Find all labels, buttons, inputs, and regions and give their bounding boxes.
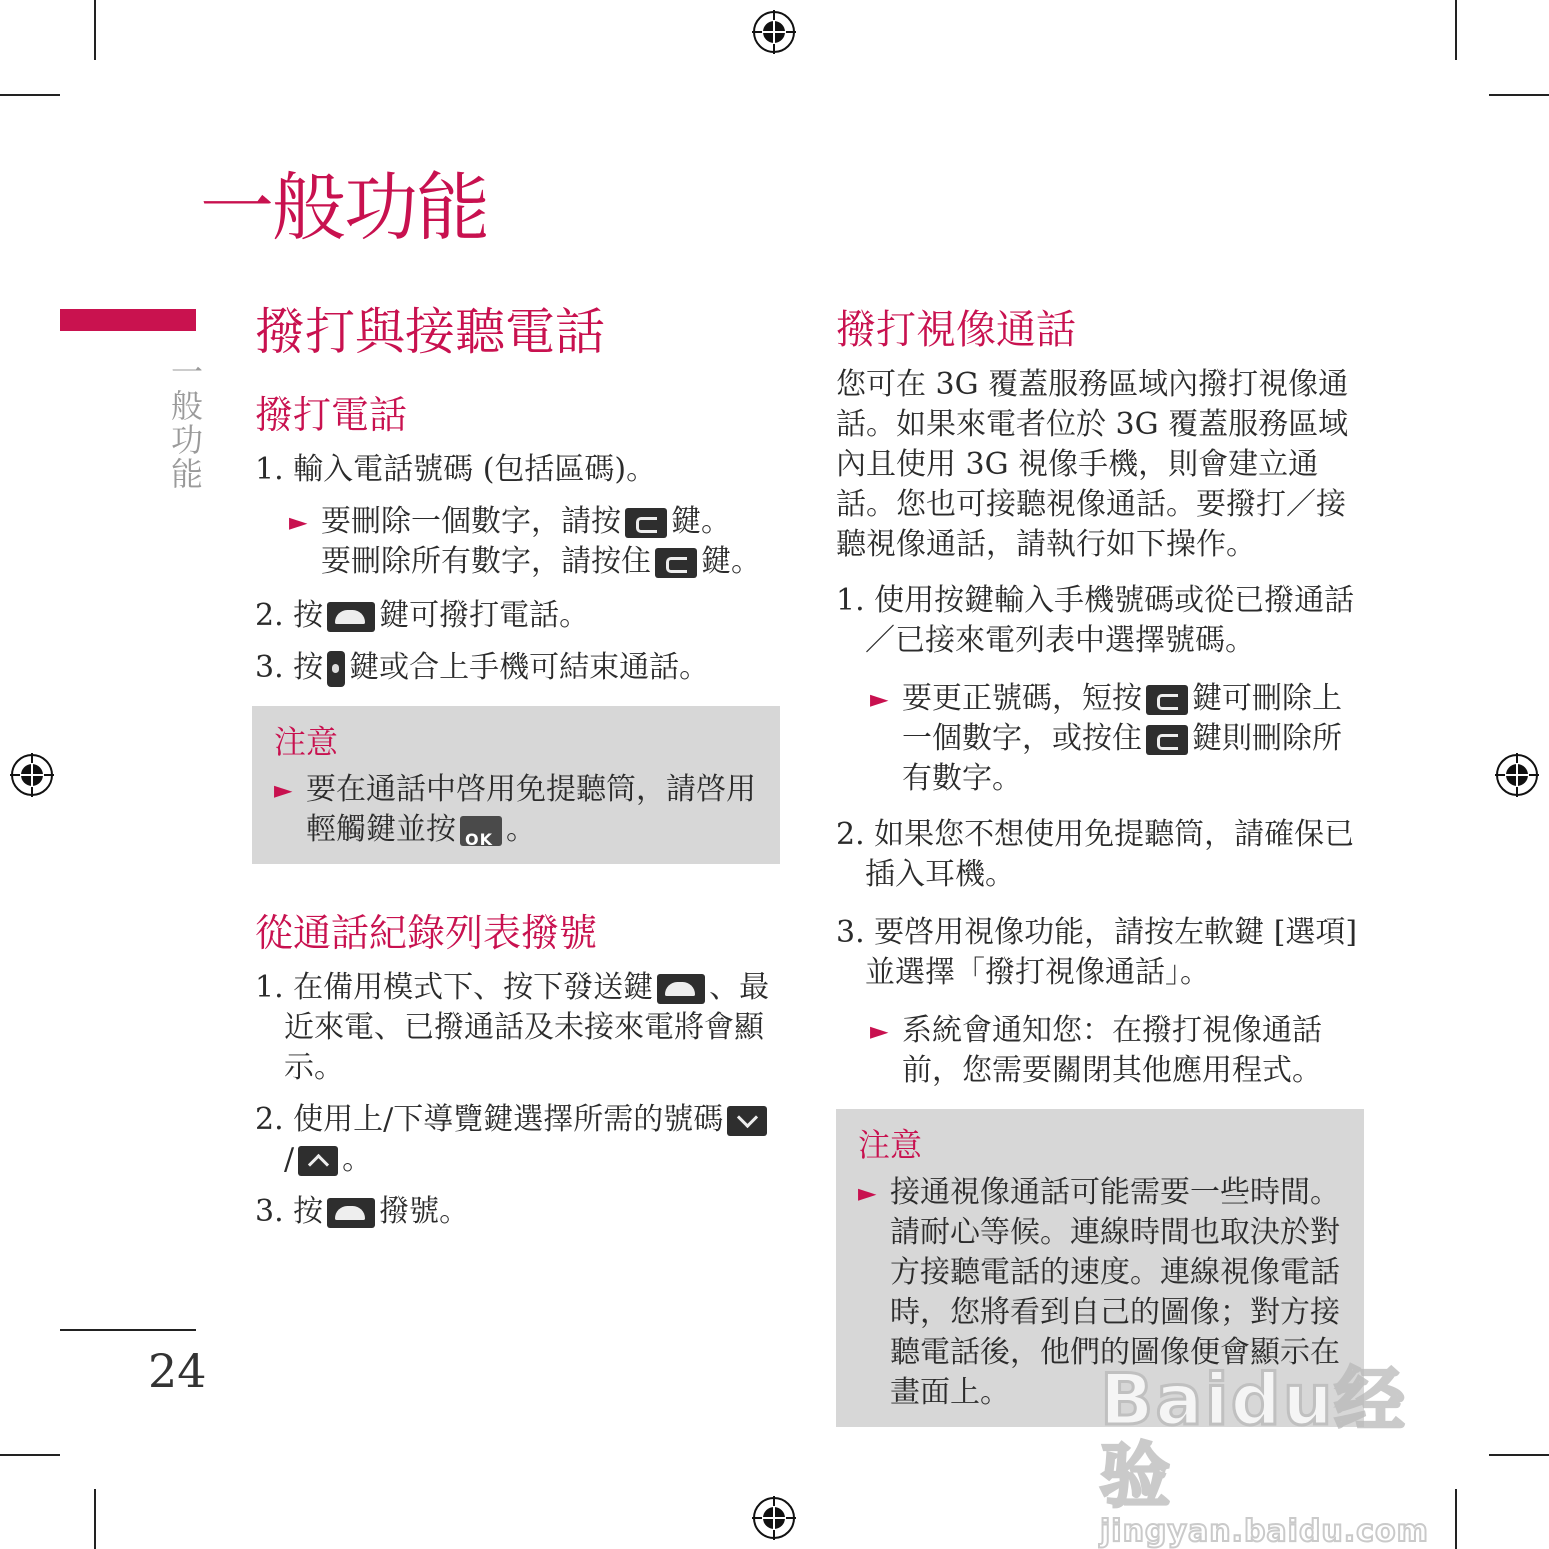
sub-bullet: [255, 502, 780, 582]
note-title: 注意: [274, 723, 339, 761]
sub-bullet-text: 系統會通知您：在撥打視像通話前，您需要關閉其他應用程式。: [902, 1013, 1322, 1088]
bullet-triangle-icon: ►: [858, 1179, 877, 1207]
note-body: [274, 770, 758, 850]
crop-mark: [94, 1489, 96, 1549]
registration-mark-icon: [752, 1496, 796, 1540]
sub-bullet: [836, 1011, 1364, 1091]
section-heading: 撥打與接聽電話: [255, 303, 605, 361]
registration-mark-icon: [10, 753, 54, 797]
crop-mark: [1455, 1489, 1457, 1549]
list-item-text: 2. 使用上/下導覽鍵選擇所需的號碼: [255, 1102, 724, 1137]
subsection-title: 撥打電話: [255, 393, 408, 437]
crop-mark: [1455, 0, 1457, 60]
baidu-watermark-logo: [1100, 1359, 1455, 1549]
registration-mark-icon: [752, 10, 796, 54]
send-key-icon: [327, 602, 375, 632]
send-key-icon: [327, 1198, 375, 1228]
right-column: [836, 305, 1364, 1427]
clear-key-icon: [1146, 725, 1188, 755]
crop-mark: [1489, 1454, 1549, 1456]
watermark-sub: jingyan.baidu.com: [1100, 1514, 1429, 1549]
subsection-title: 從通話紀錄列表撥號: [255, 911, 598, 955]
note-box: [252, 706, 780, 864]
note-text: 接通視像通話可能需要一些時間。請耐心等候。連線時間也取決於對方接聽電話的速度。連線視像電話時，您將看到自己的圖像；對方接聽電話後，他們的圖像便會顯示在畫面上。: [890, 1175, 1340, 1410]
list-item-text: 。: [342, 1142, 373, 1177]
sub-bullet-text: 要刪除所有數字，請按住: [321, 544, 651, 579]
ok-key-label: OK: [465, 830, 493, 849]
list-item: 2. 如果您不想使用免提聽筒，請確保已插入耳機。: [836, 817, 1355, 892]
sub-bullet-text: 鍵則刪除所有數字。: [902, 721, 1342, 796]
list-item: [255, 596, 780, 636]
crop-mark: [94, 0, 96, 60]
send-key-icon: [657, 974, 705, 1004]
down-key-icon: [727, 1106, 767, 1136]
note-text: 要在通話中啓用免提聽筒，請啓用輕觸鍵並按: [306, 772, 756, 847]
sub-bullet-text: 要更正號碼，短按: [902, 681, 1142, 716]
list-item-text: 3. 按: [255, 1194, 324, 1229]
note-title: 注意: [858, 1126, 923, 1164]
left-column: [255, 300, 780, 1244]
list-item-text: 鍵可撥打電話。: [379, 598, 590, 633]
sub-bullet: [836, 679, 1364, 799]
page-number-rule: [60, 1329, 196, 1331]
bullet-triangle-icon: ►: [274, 776, 293, 804]
up-key-icon: [298, 1146, 338, 1176]
chapter-title: 一般功能: [200, 165, 488, 251]
list-item: 3. 要啓用視像功能，請按左軟鍵 [選項] 並選擇「撥打視像通話」。: [836, 915, 1358, 990]
sub-bullet-text: 鍵可刪除上一個數字，或按住: [902, 681, 1342, 756]
list-item-text: 3. 按: [255, 650, 324, 685]
sub-bullet-text: 鍵。: [671, 504, 731, 539]
crop-mark: [1489, 94, 1549, 96]
watermark-main: Baidu经验: [1100, 1359, 1407, 1517]
list-item-text: 1. 在備用模式下、按下發送鍵: [255, 970, 654, 1005]
subsection-title: 撥打視像通話: [836, 307, 1076, 353]
list-item-text: 鍵或合上手機可結束通話。: [349, 650, 710, 685]
clear-key-icon: [625, 508, 667, 538]
clear-key-icon: [1146, 685, 1188, 715]
note-text: 。: [506, 812, 536, 847]
registration-mark-icon: [1495, 753, 1539, 797]
list-item-text: 撥號。: [379, 1194, 470, 1229]
clear-key-icon: [655, 548, 697, 578]
list-item-text: 、最近來電、已撥通話及未接來電將會顯示。: [284, 970, 770, 1085]
list-item: [255, 1100, 780, 1180]
ok-key-icon: [460, 816, 502, 849]
crop-mark: [0, 94, 60, 96]
list-item-text: /: [284, 1142, 295, 1177]
bullet-triangle-icon: ►: [870, 685, 889, 713]
bullet-triangle-icon: ►: [870, 1017, 889, 1045]
list-item: 1. 輸入電話號碼 (包括區碼)。: [255, 452, 657, 487]
list-item-text: 2. 按: [255, 598, 324, 633]
list-item: [255, 968, 780, 1088]
page-number: 24: [148, 1344, 207, 1398]
chapter-band: [60, 309, 196, 331]
list-item: [255, 648, 780, 688]
intro-paragraph: 您可在 3G 覆蓋服務區域內撥打視像通話。如果來電者位於 3G 覆蓋服務區域內且使用 3G 視像手機，則會建立通話。您也可接聽視像通話。要撥打／接聽視像通話，請執行如下操作。: [836, 367, 1349, 562]
end-key-icon: [327, 651, 345, 687]
list-item: [255, 1192, 780, 1232]
sub-bullet-text: 要刪除一個數字，請按: [321, 504, 621, 539]
side-tab-label: 一般功能: [166, 355, 204, 491]
crop-mark: [0, 1454, 60, 1456]
bullet-triangle-icon: ►: [289, 508, 308, 536]
sub-bullet-text: 鍵。: [701, 544, 761, 579]
list-item: 1. 使用按鍵輸入手機號碼或從已撥通話／已接來電列表中選擇號碼。: [836, 583, 1355, 658]
